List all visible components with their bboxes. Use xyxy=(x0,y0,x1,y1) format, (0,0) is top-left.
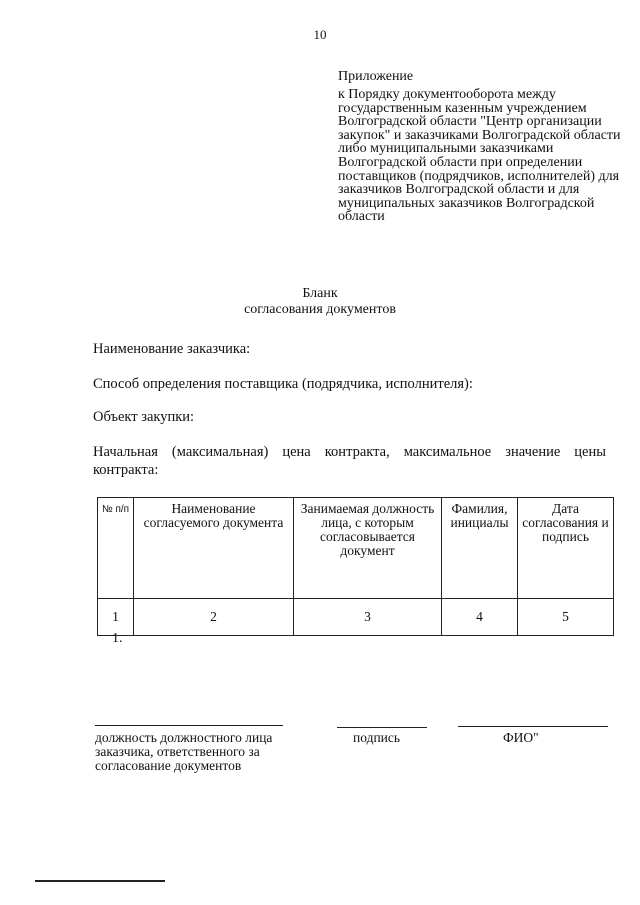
approval-table xyxy=(97,497,614,636)
sign-label: подпись xyxy=(353,730,401,745)
field-customer: Наименование заказчика: xyxy=(93,341,251,357)
sign-signature-line xyxy=(337,727,427,728)
appendix-text: к Порядку документооборота между государственным казенным учреждением Волгоградской области "Центр организации закупок" и заказчиками Волгоградской области либо муниципальными заказчиками Волгоградской области при определении поставщиков (подрядчиков, исполнителей) для заказчиков Волгоградской области и для муниципальных заказчиков Волгоградской области xyxy=(338,87,621,225)
row-marker: 1. xyxy=(112,631,123,646)
field-price: Начальная (максимальная) цена контракта, максимальное значение цены контракта: xyxy=(93,444,606,478)
table-header-cell: № п/п xyxy=(98,498,134,599)
table-cell: 2 xyxy=(134,599,294,636)
page-number: 10 xyxy=(313,27,327,42)
table-cell: 4 xyxy=(442,599,518,636)
form-heading-line2: согласования документов xyxy=(244,302,396,317)
appendix-title: Приложение xyxy=(338,69,414,84)
footnote-divider xyxy=(35,880,165,882)
name-signature-line xyxy=(458,726,608,727)
table-header-cell: Занимаемая должность лица, с которым согласовывается документ xyxy=(294,498,442,599)
form-heading-line1: Бланк xyxy=(302,286,338,301)
table-cell: 1 xyxy=(98,599,134,636)
position-signature-line xyxy=(95,725,283,726)
table-cell: 5 xyxy=(518,599,614,636)
table-header-row xyxy=(98,498,614,599)
table-row xyxy=(98,599,614,636)
table-cell: 3 xyxy=(294,599,442,636)
table-header-cell: Наименование согласуемого документа xyxy=(134,498,294,599)
field-method: Способ определения поставщика (подрядчика, исполнителя): xyxy=(93,376,473,392)
field-object: Объект закупки: xyxy=(93,409,195,425)
position-label: должность должностного лица заказчика, ответственного за согласование документов xyxy=(95,730,273,773)
table-header-cell: Дата согласования и подпись xyxy=(518,498,614,599)
table-header-cell: Фамилия, инициалы xyxy=(442,498,518,599)
name-label: ФИО" xyxy=(503,730,539,745)
form-heading xyxy=(0,286,640,318)
